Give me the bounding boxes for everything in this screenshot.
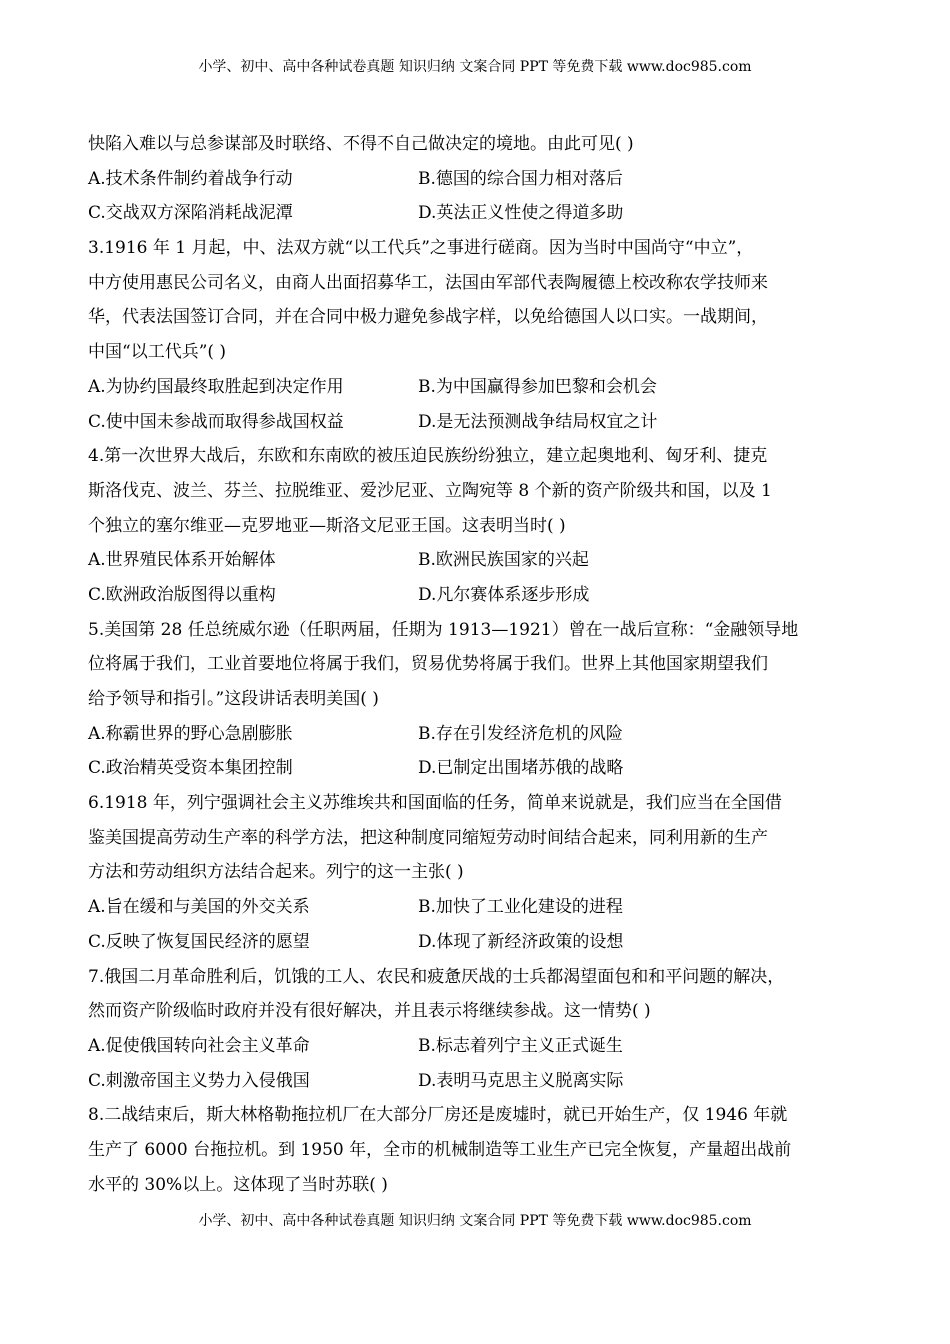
q3-stem-line: 华，代表法国签订合同，并在合同中极力避免参战字样，以免给德国人以口实。一战期间，: [88, 307, 768, 328]
question-body: [88, 127, 864, 1202]
q5-options-row: [88, 717, 864, 752]
q8-stem-line: 8.二战结束后，斯大林格勒拖拉机厂在大部分厂房还是废墟时，就已开始生产，仅 1946 年就: [88, 1105, 788, 1126]
q6-option-b: B.加快了工业化建设的进程: [418, 897, 623, 918]
q3-stem-line: 3.1916 年 1 月起，中、法双方就“以工代兵”之事进行磋商。因为当时中国尚守“中立”，: [88, 238, 754, 259]
q7-option-b: B.标志着列宁主义正式诞生: [418, 1035, 623, 1056]
q6-options-row: [88, 925, 864, 960]
q4-option-d: D.凡尔赛体系逐步形成: [418, 584, 590, 605]
q2-option-a: A.技术条件制约着战争行动: [88, 168, 293, 189]
q3-options-row: [88, 370, 864, 405]
q3-stem-line: 中方使用惠民公司名义，由商人出面招募华工，法国由军部代表陶履德上校改称农学技师来: [88, 272, 768, 293]
q2-option-d: D.英法正义性使之得道多助: [418, 203, 624, 224]
q2-stem-line: 快陷入难以与总参谋部及时联络、不得不自己做决定的境地。由此可见( ): [88, 134, 634, 154]
q7-options-row: [88, 1029, 864, 1064]
q4-option-b: B.欧洲民族国家的兴起: [418, 550, 589, 571]
q5-stem-line: 位将属于我们，工业首要地位将属于我们，贸易优势将属于我们。世界上其他国家期望我们: [88, 654, 768, 675]
q5-stem-line: 给予领导和指引。”这段讲话表明美国( ): [88, 689, 379, 709]
q4-option-a: A.世界殖民体系开始解体: [88, 550, 276, 571]
q4-stem-line: 斯洛伐克、波兰、芬兰、拉脱维亚、爱沙尼亚、立陶宛等 8 个新的资产阶级共和国，以及 1: [88, 480, 772, 501]
q3-options-row: [88, 405, 864, 440]
q5-option-b: B.存在引发经济危机的风险: [418, 723, 623, 744]
q3-option-a: A.为协约国最终取胜起到决定作用: [88, 376, 344, 397]
q3-stem-line: 中国“以工代兵”( ): [88, 342, 227, 363]
q4-stem-line: 4.第一次世界大战后，东欧和东南欧的被压迫民族纷纷独立，建立起奥地利、匈牙利、捷克: [88, 446, 768, 467]
q4-stem-line: 个独立的塞尔维亚—克罗地亚—斯洛文尼亚王国。这表明当时( ): [88, 515, 566, 536]
q3-option-d: D.是无法预测战争结局权宜之计: [418, 411, 658, 432]
q3-option-c: C.使中国未参战而取得参战国权益: [88, 411, 344, 432]
q3-option-b: B.为中国赢得参加巴黎和会机会: [418, 376, 657, 397]
q5-options-row: [88, 751, 864, 786]
q5-option-a: A.称霸世界的野心急剧膨胀: [88, 723, 293, 744]
q7-options-row: [88, 1064, 864, 1099]
q8-stem-line: 生产了 6000 台拖拉机。到 1950 年，全市的机械制造等工业生产已完全恢复，产量超出战前: [88, 1139, 792, 1160]
q6-option-c: C.反映了恢复国民经济的愿望: [88, 931, 310, 952]
q7-option-c: C.刺激帝国主义势力入侵俄国: [88, 1070, 310, 1091]
q6-option-a: A.旨在缓和与美国的外交关系: [88, 897, 310, 918]
q6-stem-line: 鉴美国提高劳动生产率的科学方法，把这种制度同缩短劳动时间结合起来，同利用新的生产: [88, 827, 768, 848]
q2-option-c: C.交战双方深陷消耗战泥潭: [88, 203, 293, 224]
q7-option-d: D.表明马克思主义脱离实际: [418, 1070, 624, 1091]
q4-options-row: [88, 543, 864, 578]
header-banner: 小学、初中、高中各种试卷真题 知识归纳 文案合同 PPT 等免费下载 www.doc985.com: [198, 59, 752, 75]
q6-stem-line: 方法和劳动组织方法结合起来。列宁的这一主张( ): [88, 862, 464, 883]
q7-stem-line: 然而资产阶级临时政府并没有很好解决，并且表示将继续参战。这一情势( ): [88, 1001, 651, 1022]
q6-stem-line: 6.1918 年，列宁强调社会主义苏维埃共和国面临的任务，简单来说就是，我们应当在全国借: [88, 793, 782, 814]
q2-options-row: [88, 162, 864, 197]
q7-stem-line: 7.俄国二月革命胜利后，饥饿的工人、农民和疲惫厌战的士兵都渴望面包和和平问题的解决，: [88, 966, 785, 987]
q5-option-c: C.政治精英受资本集团控制: [88, 758, 293, 779]
q8-stem-line: 水平的 30%以上。这体现了当时苏联( ): [88, 1174, 388, 1195]
q6-option-d: D.体现了新经济政策的设想: [418, 931, 624, 952]
footer-banner: 小学、初中、高中各种试卷真题 知识归纳 文案合同 PPT 等免费下载 www.doc985.com: [198, 1213, 752, 1229]
q7-option-a: A.促使俄国转向社会主义革命: [88, 1035, 310, 1056]
q2-options-row: [88, 196, 864, 231]
q5-stem-line: 5.美国第 28 任总统威尔逊（任职两届，任期为 1913—1921）曾在一战后宣称：“金融领导地: [88, 619, 799, 640]
q2-option-b: B.德国的综合国力相对落后: [418, 168, 623, 189]
q4-option-c: C.欧洲政治版图得以重构: [88, 584, 276, 605]
q4-options-row: [88, 578, 864, 613]
q6-options-row: [88, 890, 864, 925]
q5-option-d: D.已制定出围堵苏俄的战略: [418, 758, 624, 779]
